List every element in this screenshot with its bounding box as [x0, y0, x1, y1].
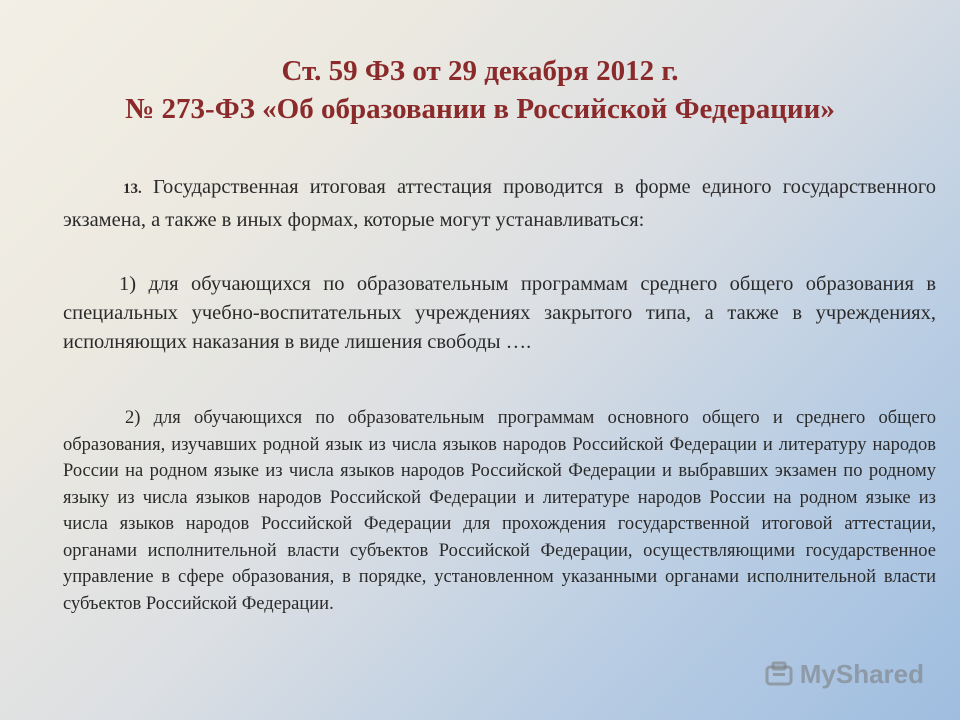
item-2-text: 2) для обучающихся по образовательным программам основного общего и среднего общего образования, изучавших родной язык из числа языков народов Российской Федерации и литературу народов России на родном языке из числа языков народов Российской Федерации и выбравших экзамен по родному языку из числа языков народов Российской Федерации и литературе народов России на родном языке из числа языков народов Российской Федерации для прохождения государственной итоговой аттестации, органами исполнительной власти субъектов Российской Федерации, осуществляющими государственное управление в сфере образования, в порядке, установленном указанными органами исполнительной власти субъектов Российской Федерации. [63, 408, 936, 614]
watermark-label: MyShared [799, 659, 924, 689]
watermark [764, 659, 924, 690]
paragraph-13-number: 13. [123, 181, 142, 197]
paragraph-13 [63, 172, 936, 236]
myshared-logo-icon [764, 660, 794, 690]
paragraph-13-text: Государственная итоговая аттестация проводится в форме единого государственного экзамена, а также в иных формах, которые могут устанавливаться: [63, 176, 937, 231]
title-line-1: Ст. 59 ФЗ от 29 декабря 2012 г. [281, 55, 679, 87]
slide-title [0, 52, 960, 128]
paragraph-item-2 [63, 405, 936, 617]
title-line-2: № 273-ФЗ «Об образовании в Российской Федерации» [125, 93, 835, 125]
paragraph-item-1 [63, 270, 936, 357]
item-1-text: 1) для обучающихся по образовательным программам среднего общего образования в специальных учебно-воспитательных учреждениях закрытого типа, а также в учреждениях, исполняющих наказания в виде лишения свободы …. [63, 273, 936, 353]
